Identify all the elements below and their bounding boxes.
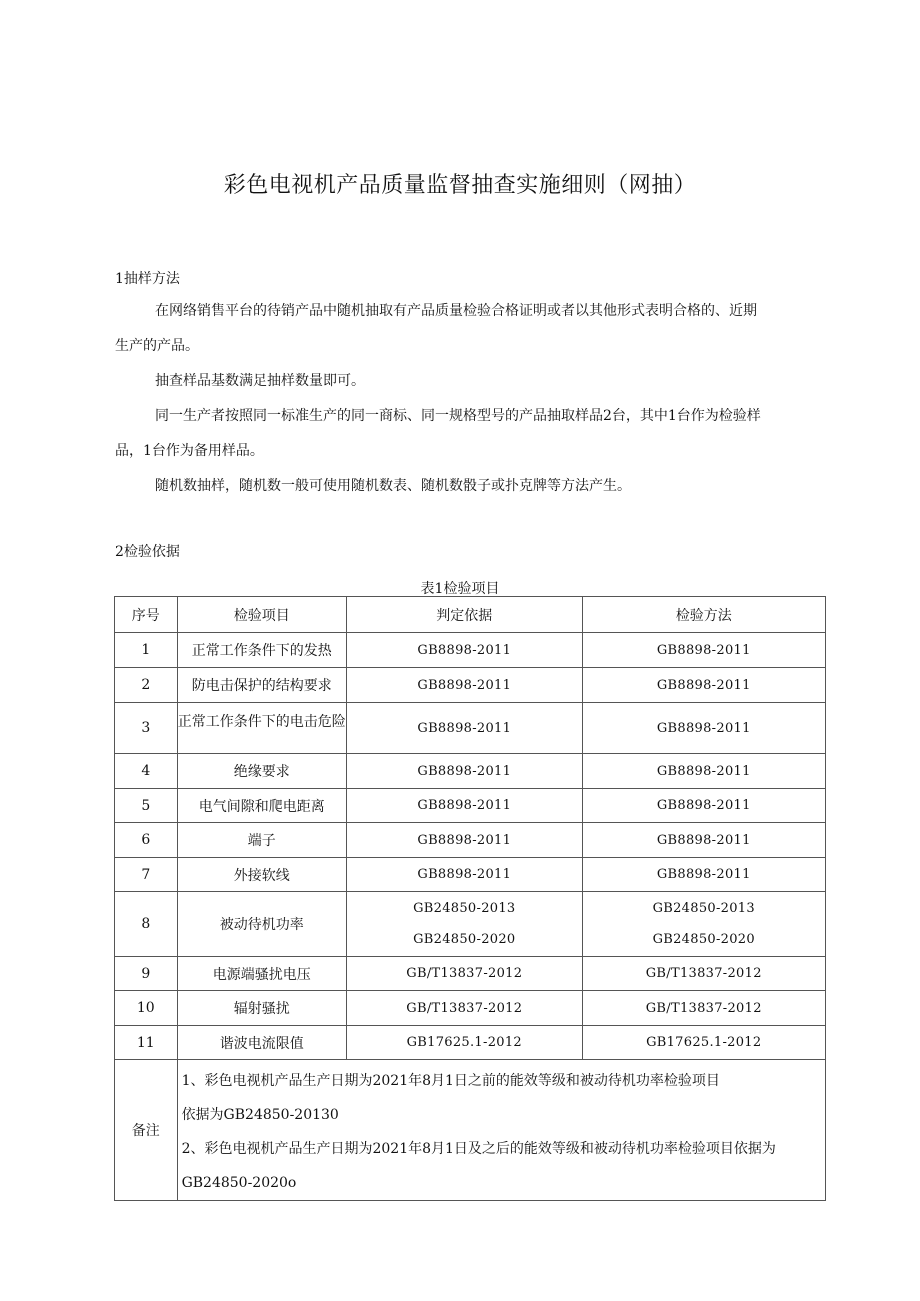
cell-basis: GB8898-2011 xyxy=(347,858,583,892)
header-method: 检验方法 xyxy=(582,597,825,633)
cell-item: 辐射骚扰 xyxy=(177,991,346,1026)
table-caption: 表1检验项目 xyxy=(420,581,500,597)
remark-row xyxy=(115,1060,826,1201)
section-2-heading: 2检验依据 xyxy=(115,544,180,560)
cell-basis: GB8898-2011 xyxy=(347,668,583,703)
cell-basis: GB8898-2011 xyxy=(347,703,583,754)
table-row xyxy=(115,703,826,754)
header-item: 检验项目 xyxy=(177,597,346,633)
remark-content xyxy=(177,1060,825,1201)
cell-basis: GB8898-2011 xyxy=(347,789,583,823)
cell-no: 3 xyxy=(115,703,178,754)
paragraph-sampling-source xyxy=(115,294,827,364)
table-header-row xyxy=(115,597,826,633)
paragraph-sample-base xyxy=(115,364,827,399)
cell-no: 1 xyxy=(115,633,178,668)
cell-method: GB/T13837-2012 xyxy=(582,991,825,1026)
cell-method: GB8898-2011 xyxy=(582,823,825,858)
header-basis: 判定依据 xyxy=(347,597,583,633)
cell-no: 7 xyxy=(115,858,178,892)
section-1-heading: 1抽样方法 xyxy=(115,271,180,287)
cell-method: GB8898-2011 xyxy=(582,668,825,703)
cell-item: 正常工作条件下的发热 xyxy=(177,633,346,668)
cell-method-line: GB24850-2013 xyxy=(652,901,755,916)
cell-basis xyxy=(347,892,583,957)
cell-no: 6 xyxy=(115,823,178,858)
cell-basis: GB/T13837-2012 xyxy=(347,991,583,1026)
remark-line: 依据为GB24850-20130 xyxy=(181,1107,339,1123)
paragraph-line: 抽查样品基数满足抽样数量即可。 xyxy=(155,373,365,389)
cell-method: GB8898-2011 xyxy=(582,633,825,668)
cell-item-text: 正常工作条件下的电击危险 xyxy=(177,714,346,730)
cell-method xyxy=(582,892,825,957)
cell-basis: GB8898-2011 xyxy=(347,823,583,858)
cell-item xyxy=(177,703,346,754)
cell-no: 9 xyxy=(115,957,178,991)
cell-no: 10 xyxy=(115,991,178,1026)
cell-method: GB17625.1-2012 xyxy=(582,1026,825,1060)
cell-item: 被动待机功率 xyxy=(177,892,346,957)
cell-item: 绝缘要求 xyxy=(177,754,346,789)
page-title: 彩色电视机产品质量监督抽查实施细则（网抽） xyxy=(223,173,697,198)
table-row xyxy=(115,823,826,858)
cell-item: 电源端骚扰电压 xyxy=(177,957,346,991)
paragraph-line: 随机数抽样，随机数一般可使用随机数表、随机数骰子或扑克牌等方法产生。 xyxy=(155,478,631,494)
cell-item: 谐波电流限值 xyxy=(177,1026,346,1060)
cell-no: 5 xyxy=(115,789,178,823)
cell-method: GB8898-2011 xyxy=(582,703,825,754)
cell-item: 电气间隙和爬电距离 xyxy=(177,789,346,823)
inspection-table xyxy=(114,596,826,1201)
table-row xyxy=(115,754,826,789)
table-row xyxy=(115,892,826,957)
table-row xyxy=(115,991,826,1026)
cell-no: 11 xyxy=(115,1026,178,1060)
cell-basis: GB17625.1-2012 xyxy=(347,1026,583,1060)
header-no: 序号 xyxy=(115,597,178,633)
cell-no: 2 xyxy=(115,668,178,703)
table-row xyxy=(115,668,826,703)
remark-line: 2、彩色电视机产品生产日期为2021年8月1日及之后的能效等级和被动待机功率检验项目依据为 xyxy=(181,1141,776,1157)
remark-line: GB24850-2020o xyxy=(181,1175,297,1191)
paragraph-random-method xyxy=(115,469,827,504)
paragraph-line: 在网络销售平台的待销产品中随机抽取有产品质量检验合格证明或者以其他形式表明合格的、近期 xyxy=(155,303,757,319)
table-row xyxy=(115,957,826,991)
cell-basis: GB8898-2011 xyxy=(347,754,583,789)
table-row xyxy=(115,789,826,823)
remark-label: 备注 xyxy=(115,1060,178,1201)
cell-basis-line: GB24850-2013 xyxy=(413,901,516,916)
table-row xyxy=(115,633,826,668)
cell-method: GB8898-2011 xyxy=(582,789,825,823)
cell-method: GB8898-2011 xyxy=(582,754,825,789)
table-row xyxy=(115,858,826,892)
cell-method: GB/T13837-2012 xyxy=(582,957,825,991)
cell-no: 4 xyxy=(115,754,178,789)
cell-item: 端子 xyxy=(177,823,346,858)
paragraph-line: 同一生产者按照同一标准生产的同一商标、同一规格型号的产品抽取样品2台，其中1台作为检验样 xyxy=(155,408,761,424)
cell-no: 8 xyxy=(115,892,178,957)
cell-basis: GB/T13837-2012 xyxy=(347,957,583,991)
cell-method-line: GB24850-2020 xyxy=(652,932,755,947)
cell-basis: GB8898-2011 xyxy=(347,633,583,668)
cell-item: 外接软线 xyxy=(177,858,346,892)
paragraph-line: 生产的产品。 xyxy=(115,338,199,354)
paragraph-line: 品，1台作为备用样品。 xyxy=(115,443,264,459)
paragraph-sample-quantity xyxy=(115,399,827,469)
table-row xyxy=(115,1026,826,1060)
cell-method: GB8898-2011 xyxy=(582,858,825,892)
cell-item: 防电击保护的结构要求 xyxy=(177,668,346,703)
cell-basis-line: GB24850-2020 xyxy=(413,932,516,947)
remark-line: 1、彩色电视机产品生产日期为2021年8月1日之前的能效等级和被动待机功率检验项目 xyxy=(181,1073,720,1089)
